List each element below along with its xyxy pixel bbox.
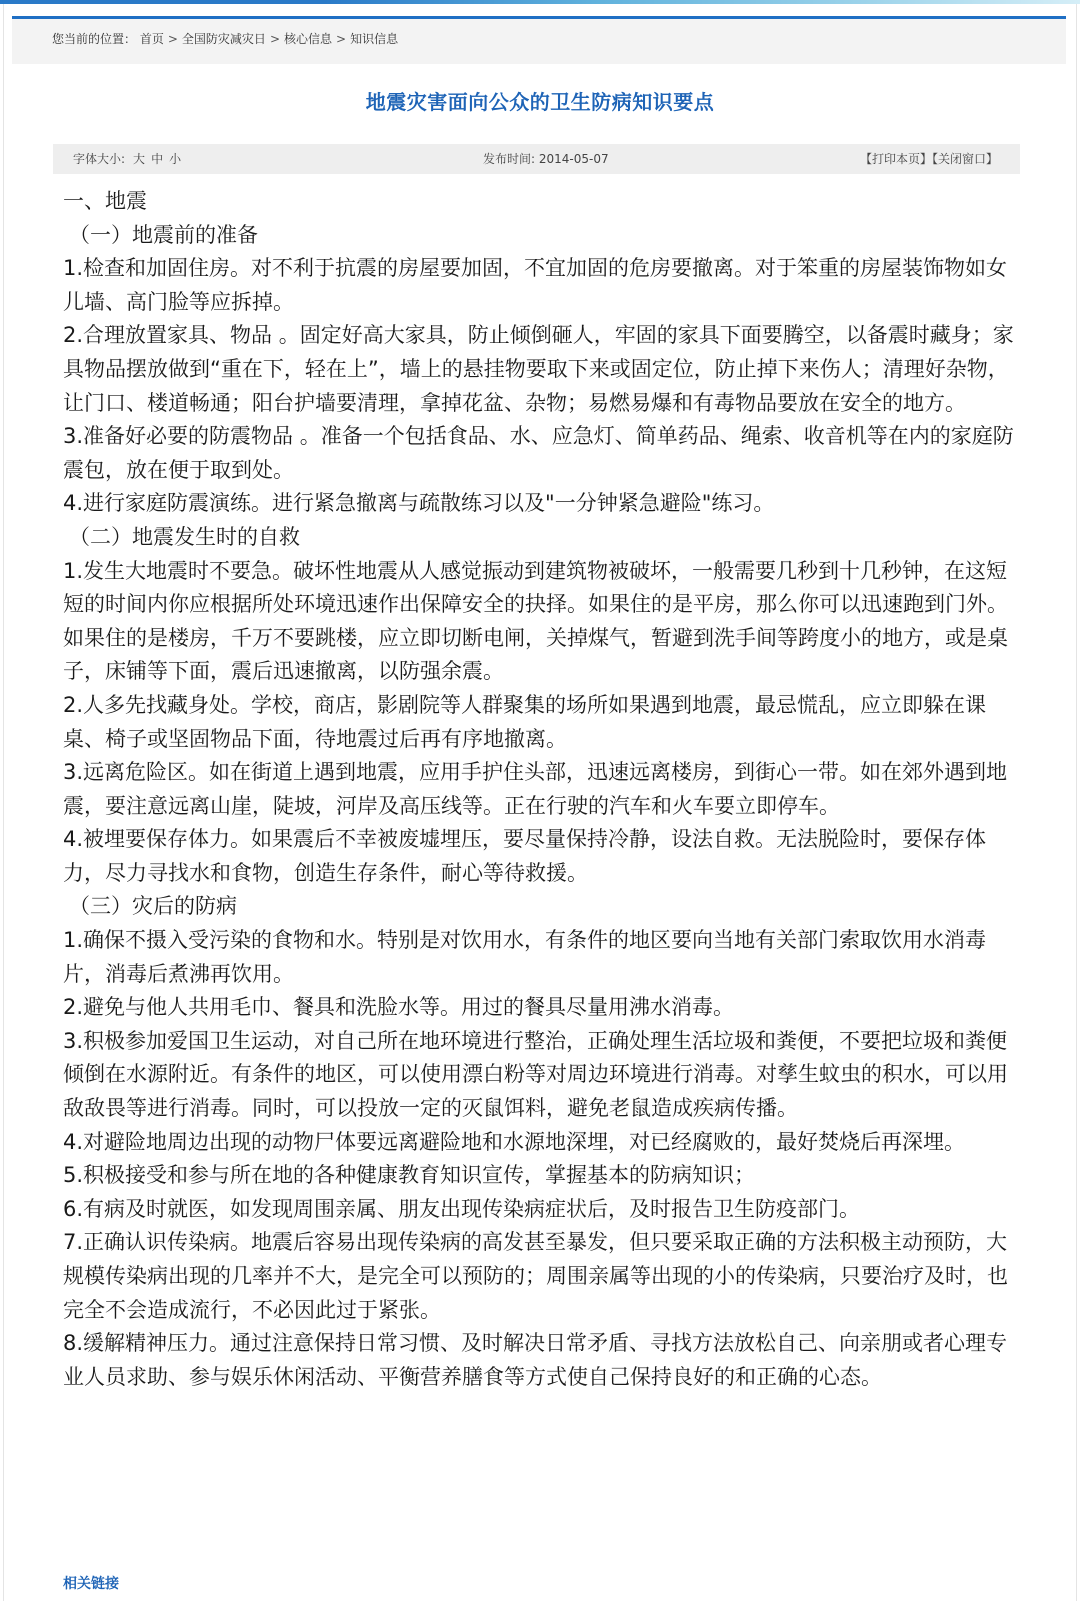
article-paragraph: 6.有病及时就医，如发现周围亲属、朋友出现传染病症状后，及时报告卫生防疫部门。 [63,1196,861,1221]
article-paragraph: 1.检查和加固住房。对不利于抗震的房屋要加固，不宜加固的危房要撤离。对于笨重的房屋装饰物如女儿墙、高门脸等应拆掉。 [63,256,1008,314]
article-paragraph: 2.合理放置家具、物品 。固定好高大家具，防止倾倒砸人，牢固的家具下面要腾空，以备震时藏身；家具物品摆放做到“重在下，轻在上”，墙上的悬挂物要取下来或固定位，防止掉下来伤人；清理好杂物，让门口、楼道畅通；阳台护墙要清理，拿掉花盆、杂物；易燃易爆和有毒物品要放在安全的地方。 [63,323,1014,415]
font-size-label: 字体大小: [73,152,126,166]
section-heading: 一、地震 [63,189,147,213]
article-meta-bar [53,144,1020,174]
related-links-heading: 相关链接 [63,1576,119,1592]
breadcrumb [12,16,1066,64]
font-size-large-button[interactable]: 大 [133,152,146,166]
article-paragraph: 1.确保不摄入受污染的食物和水。特别是对饮用水，有条件的地区要向当地有关部门索取饮用水消毒片，消毒后煮沸再饮用。 [63,928,987,986]
close-window-button[interactable]: 【关闭窗口】 [931,152,998,166]
breadcrumb-separator: > [269,32,280,46]
article-body [63,185,1018,1394]
article-paragraph: 4.进行家庭防震演练。进行紧急撤离与疏散练习以及"一分钟紧急避险"练习。 [63,491,775,516]
article-paragraph: 4.对避险地周边出现的动物尸体要远离避险地和水源地深埋，对已经腐败的，最好焚烧后再深埋。 [63,1129,966,1154]
article-paragraph: 2.避免与他人共用毛巾、餐具和洗脸水等。用过的餐具尽量用沸水消毒。 [63,995,735,1020]
breadcrumb-link-core-info[interactable]: 核心信息 [284,32,333,46]
page-title: 地震灾害面向公众的卫生防病知识要点 [365,90,715,114]
breadcrumb-separator: > [167,32,178,46]
subsection-heading: （三）灾后的防病 [69,894,237,919]
publish-label: 发布时间: [483,152,536,166]
article-paragraph: 1.发生大地震时不要急。破坏性地震从人感觉振动到建筑物被破坏，一般需要几秒到十几秒钟，在这短短的时间内你应根据所处环境迅速作出保障安全的抉择。如果住的是平房，那么你可以迅速跑到门外。如果住的是楼房，千万不要跳楼，应立即切断电闸，关掉煤气，暂避到洗手间等跨度小的地方，或是桌子，床铺等下面，震后迅速撤离，以防强余震。 [63,558,1008,684]
breadcrumb-link-home[interactable]: 首页 [139,32,164,46]
font-size-small-button[interactable]: 小 [169,152,182,166]
breadcrumb-link-disaster-day[interactable]: 全国防灾减灾日 [181,32,266,46]
breadcrumb-lead: 您当前的位置： [52,32,137,46]
print-page-button[interactable]: 【打印本页】 [859,152,932,166]
article-paragraph: 3.积极参加爱国卫生运动，对自己所在地环境进行整治，正确处理生活垃圾和粪便，不要把垃圾和粪便倾倒在水源附近。有条件的地区，可以使用漂白粉等对周边环境进行消毒。对孳生蚊虫的积水，可以用敌敌畏等进行消毒。同时，可以投放一定的灭鼠饵料，避免老鼠造成疾病传播。 [63,1028,1008,1121]
breadcrumb-separator: > [336,32,347,46]
article-paragraph: 4.被埋要保存体力。如果震后不幸被废墟埋压，要尽量保持冷静，设法自救。无法脱险时，要保存体力，尽力寻找水和食物，创造生存条件，耐心等待救援。 [63,827,987,885]
article-paragraph: 8.缓解精神压力。通过注意保持日常习惯、及时解决日常矛盾、寻找方法放松自己、向亲朋或者心理专业人员求助、参与娱乐休闲活动、平衡营养膳食等方式使自己保持良好的和正确的心态。 [63,1331,1008,1389]
subsection-heading: （二）地震发生时的自救 [69,524,300,549]
font-size-medium-button[interactable]: 中 [151,152,164,166]
subsection-heading: （一）地震前的准备 [69,222,258,247]
font-size-control [73,144,181,174]
article-paragraph: 3.准备好必要的防震物品 。准备一个包括食品、水、应急灯、简单药品、绳索、收音机等在内的家庭防震包，放在便于取到处。 [63,424,1014,482]
article-paragraph: 7.正确认识传染病。地震后容易出现传染病的高发甚至暴发，但只要采取正确的方法积极主动预防，大规模传染病出现的几率并不大，是完全可以预防的；周围亲属等出现的小的传染病，只要治疗及时，也完全不会造成流行，不必因此过于紧张。 [63,1230,1008,1322]
article-paragraph: 3.远离危险区。如在街道上遇到地震，应用手护住头部，迅速远离楼房，到街心一带。如在郊外遇到地震，要注意远离山崖，陡坡，河岸及高压线等。正在行驶的汽车和火车要立即停车。 [63,760,1008,818]
publish-date [483,144,609,174]
publish-date-value: 2014-05-07 [538,152,609,166]
breadcrumb-link-knowledge-info[interactable]: 知识信息 [350,32,399,46]
article-paragraph: 2.人多先找藏身处。学校，商店，影剧院等人群聚集的场所如果遇到地震，最忌慌乱，应立即躲在课桌、椅子或坚固物品下面，待地震过后再有序地撤离。 [63,692,987,751]
page-actions [860,144,998,174]
article-paragraph: 5.积极接受和参与所在地的各种健康教育知识宣传，掌握基本的防病知识； [63,1163,756,1188]
